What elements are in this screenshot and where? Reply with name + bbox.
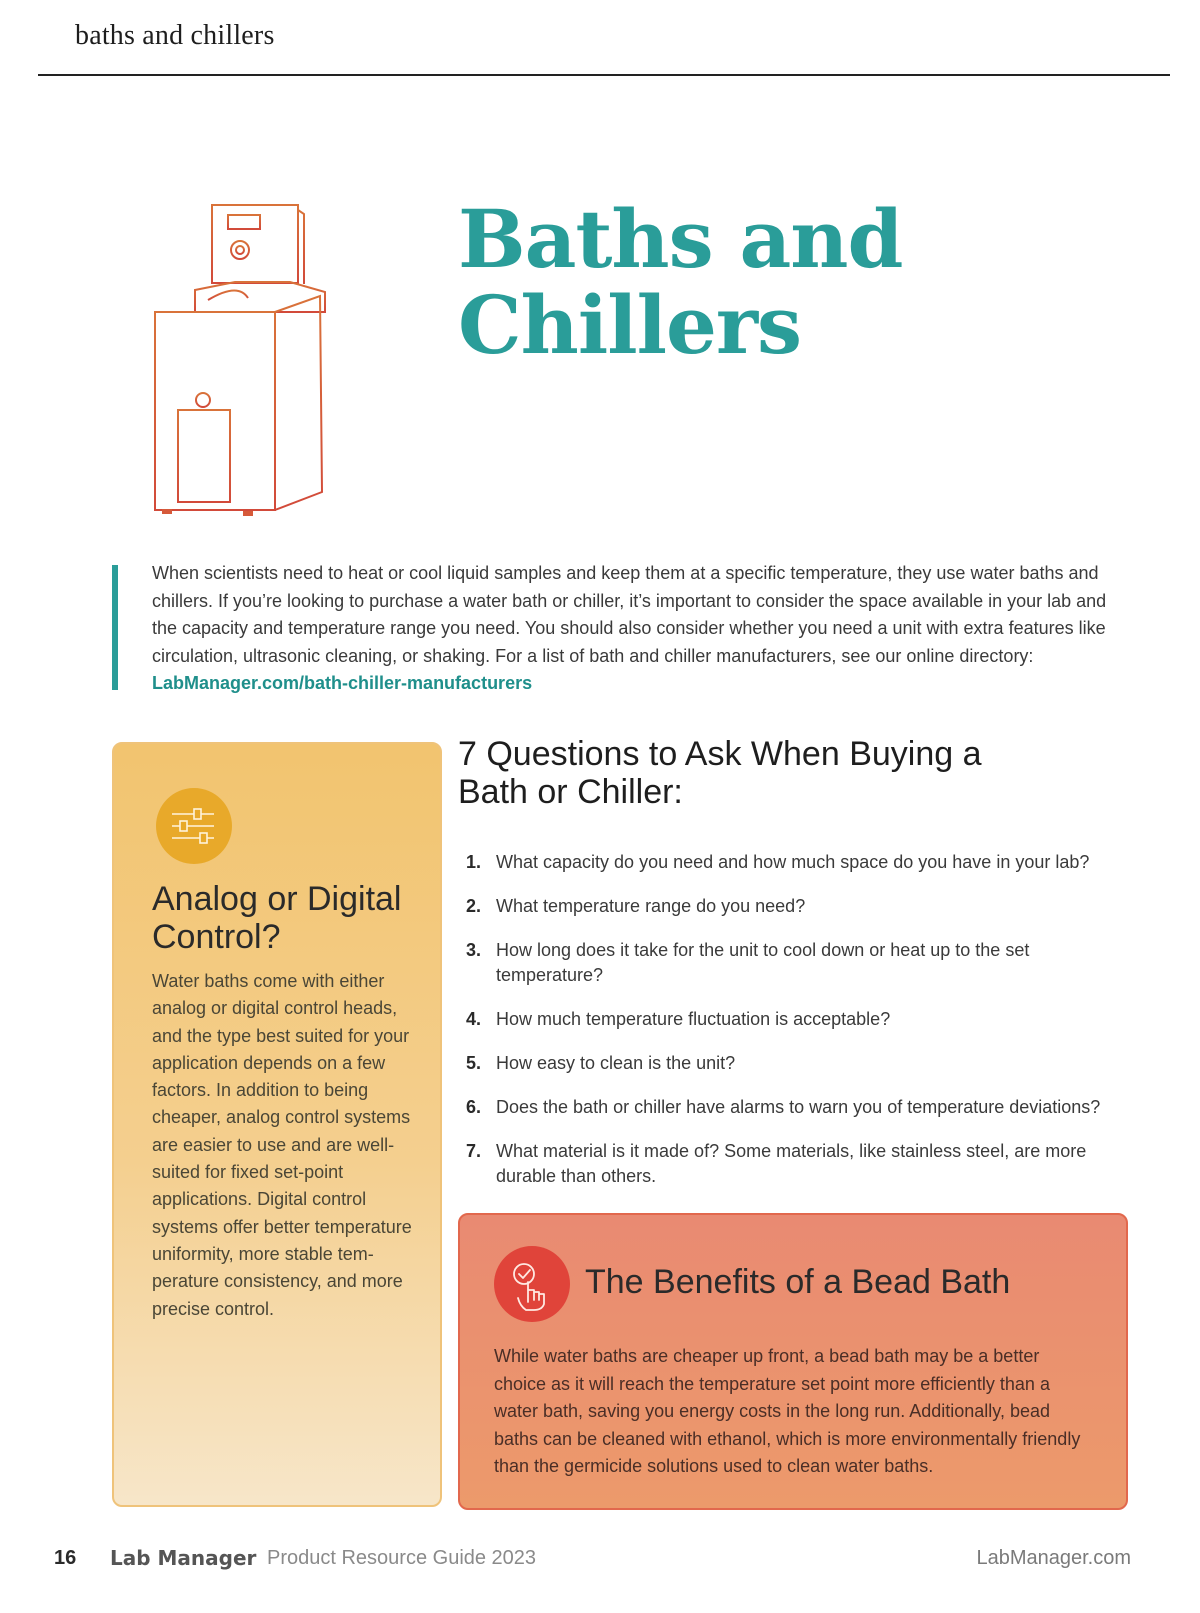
- footer-guide-name: Product Resource Guide 2023: [267, 1547, 537, 1569]
- sidebar-title: Analog or Digital Control?: [152, 880, 402, 956]
- bead-bath-body: While water baths are cheaper up front, a bead bath may be a better choice as it will reach the temperature set point more efficiently than a water bath, saving you energy costs in the long run. Additionally, bead baths can be cleaned with ethanol, which is more environmentally friendly than the germicide solutions used to clean water baths.: [494, 1346, 1081, 1476]
- list-item: 7. What material is it made of? Some materials, like stainless steel, are more durable than others.: [466, 1141, 1087, 1186]
- section-label: baths and chillers: [75, 20, 275, 51]
- header-divider: [38, 74, 1170, 76]
- sliders-icon: [156, 788, 232, 864]
- chiller-illustration: [140, 200, 350, 545]
- intro-paragraph: When scientists need to heat or cool liquid samples and keep them at a specific temperature, they use water baths and chillers. If you’re looking to purchase a water bath or chiller, it’s important to consider the space available in your lab and the capacity and temperature range you need. You should also consider whether you need a unit with extra features like circulation, ultrasonic cleaning, or shaking. For a list of bath and chiller manufacturers, see our online directory: LabManager.com/bath-chiller-manufacturers: [152, 563, 1107, 693]
- bead-bath-title: The Benefits of a Bead Bath: [585, 1263, 1011, 1301]
- list-item: 4. How much temperature fluctuation is acceptable?: [466, 1009, 891, 1029]
- list-item: 6. Does the bath or chiller have alarms to warn you of temperature deviations?: [466, 1097, 1101, 1117]
- footer-site-link[interactable]: LabManager.com: [976, 1547, 1131, 1569]
- list-item: 1. What capacity do you need and how much space do you have in your lab?: [466, 852, 1090, 872]
- footer-brand: Lab Manager: [110, 1546, 257, 1570]
- directory-link[interactable]: LabManager.com/bath-chiller-manufacturers: [152, 673, 533, 693]
- list-item: 5. How easy to clean is the unit?: [466, 1053, 736, 1073]
- page-number: 16: [54, 1547, 77, 1569]
- page-title: Baths and Chillers: [458, 192, 903, 372]
- sidebar-body: Water baths come with either analog or digital control heads, and the type best suited for your application depends on a few factors. In addition to being cheaper, analog control systems are easier to use and are well-suited for fixed set-point applications. Digital control systems offer better temperature uniformity, more stable tem-perature consistency, and more precise control.: [152, 971, 412, 1319]
- intro-accent-bar: [112, 565, 118, 690]
- questions-list: [466, 850, 1126, 1208]
- questions-heading: 7 Questions to Ask When Buying a Bath or Chiller:: [458, 735, 982, 811]
- list-item: 3. How long does it take for the unit to cool down or heat up to the set temperature?: [466, 940, 1030, 985]
- list-item: 2. What temperature range do you need?: [466, 896, 806, 916]
- touch-check-icon: [494, 1246, 570, 1322]
